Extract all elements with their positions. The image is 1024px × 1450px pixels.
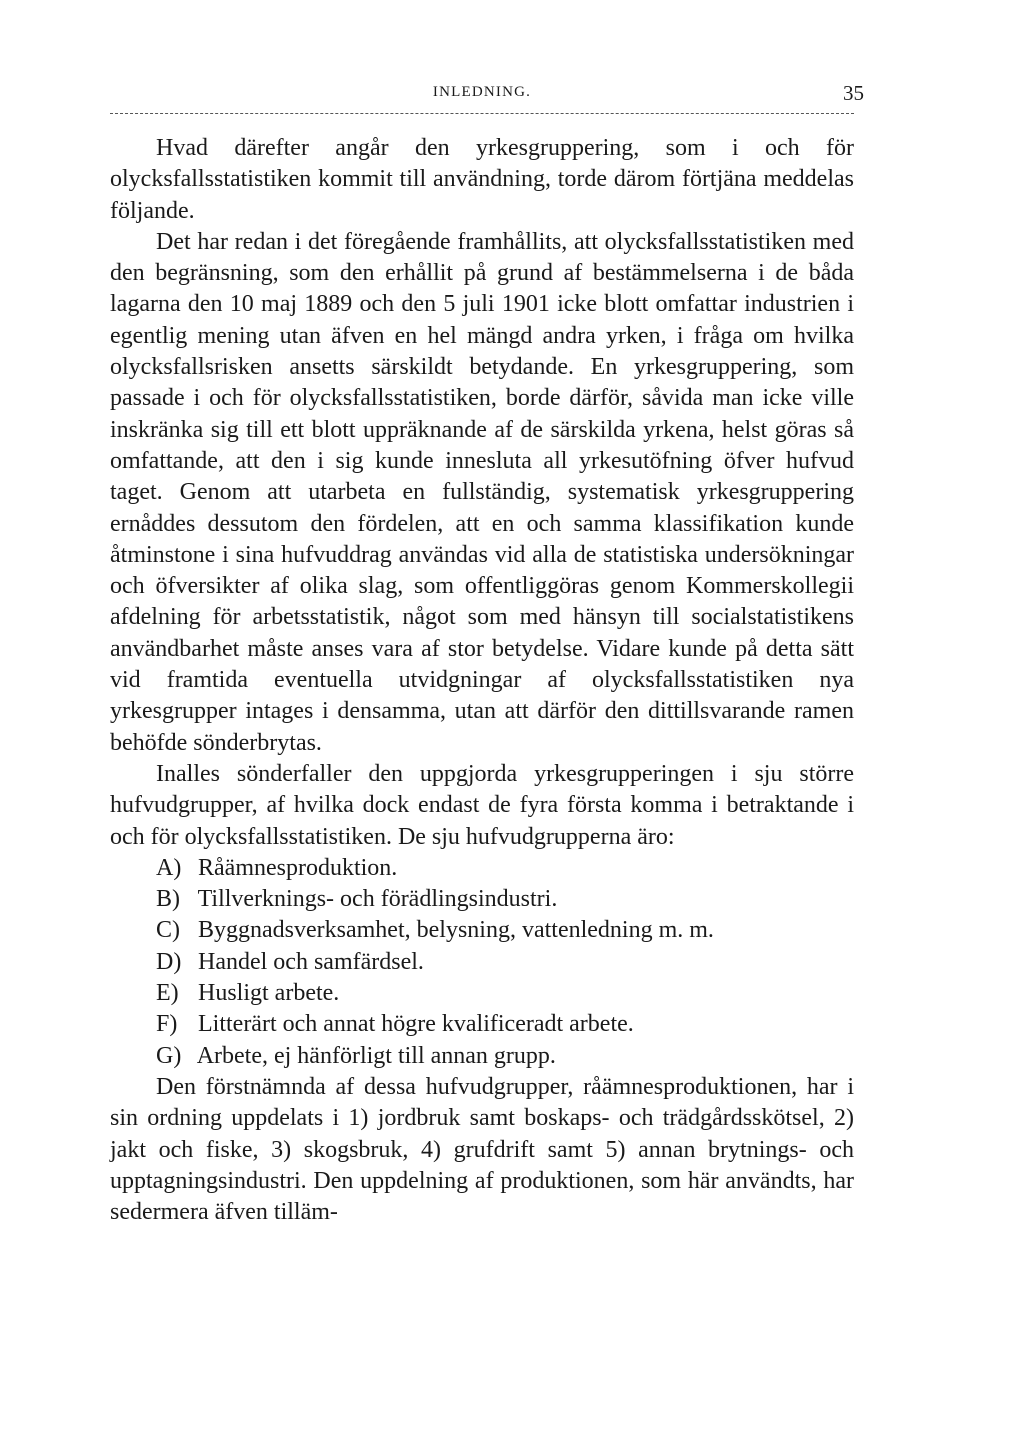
list-item-text: Arbete, ej hänförligt till annan grupp. (196, 1042, 556, 1069)
list-item (110, 1009, 854, 1040)
header-rule (110, 113, 854, 114)
list-item-letter: G) (156, 1042, 182, 1069)
list-item (110, 978, 854, 1009)
list-item-letter: F) (156, 1011, 178, 1038)
body-text (110, 133, 854, 1228)
paragraph: Hvad därefter angår den yrkesgruppering, som i och för olycksfallsstatistiken kommit till användning, torde därom förtjäna meddelas följande. (110, 135, 854, 224)
running-title: INLEDNING. (432, 84, 532, 100)
list-item (110, 884, 854, 915)
paragraph: Det har redan i det föregående framhållits, att olycksfallsstatistiken med den begränsning, som den erhållit på grund af bestämmelserna i de båda lagarna den 10 maj 1889 och den 5 juli 1901 icke blott omfattar industrien i egentlig mening utan äfven en hel mängd andra yrken, i fråga om hvilka olycksfallsrisken ansetts särskildt betydande. En yrkesgruppering, som passade i och för olycksfallsstatistiken, borde därför, såvida man icke ville inskränka sig till ett blott uppräknande af de särskilda yrkena, helst göras så omfattande, att den i sig kunde innesluta all yrkesutöfning öfver hufvud taget. Genom att utarbeta en fullständig, systematisk yrkesgruppering ernåddes dessutom den fördelen, att en och samma klassifikation kunde åtminstone i sina hufvuddrag användas vid alla de statistiska undersökningar och öfversikter af olika slag, som offentliggöras genom Kommerskollegii afdelning för arbetsstatistik, något som med hänsyn till socialstatistikens användbarhet måste anses vara af stor betydelse. Vidare kunde på detta sätt vid framtida eventuella utvidgningar af olycksfallsstatistiken nya yrkesgrupper intages i densamma, utan att därför den dittillsvarande ramen behöfde sönderbrytas. (110, 228, 854, 756)
list-item-text: Tillverknings- och förädlingsindustri. (197, 886, 558, 913)
list-item (110, 1041, 854, 1072)
list-item-letter: A) (156, 854, 182, 881)
list-item-letter: E) (156, 980, 179, 1007)
list-item-text: Råämnesproduktion. (198, 854, 398, 881)
list-item-letter: B) (156, 886, 180, 913)
list-item-letter: D) (156, 948, 182, 975)
paragraph: Den förstnämnda af dessa hufvudgrupper, råämnesproduktionen, har i sin ordning uppdelats i 1) jordbruk samt boskaps- och trädgårdsskötsel, 2) jakt och fiske, 3) skogsbruk, 4) grufdrift samt 5) annan brytnings- och upptagningsindustri. Den uppdelning af produktionen, som här användts, har sedermera äfven tilläm- (110, 1073, 854, 1226)
list-item-text: Husligt arbete. (198, 980, 340, 1007)
list-item (110, 915, 854, 946)
list-item-text: Byggnadsverksamhet, belysning, vattenledning m. m. (198, 917, 714, 944)
list-item-letter: C) (156, 917, 180, 944)
list-item-text: Litterärt och annat högre kvalificeradt arbete. (198, 1011, 634, 1038)
paragraph: Inalles sönderfaller den uppgjorda yrkesgrupperingen i sju större hufvudgrupper, af hvilka dock endast de fyra första komma i betraktande i och för olycksfallsstatistiken. De sju hufvudgrupperna äro: (110, 760, 854, 850)
list-item-text: Handel och samfärdsel. (198, 948, 424, 975)
page-number: 35 (843, 81, 864, 105)
running-head (110, 81, 864, 108)
list-item (110, 947, 854, 978)
list-item (110, 853, 854, 884)
main-group-list (110, 853, 854, 1072)
